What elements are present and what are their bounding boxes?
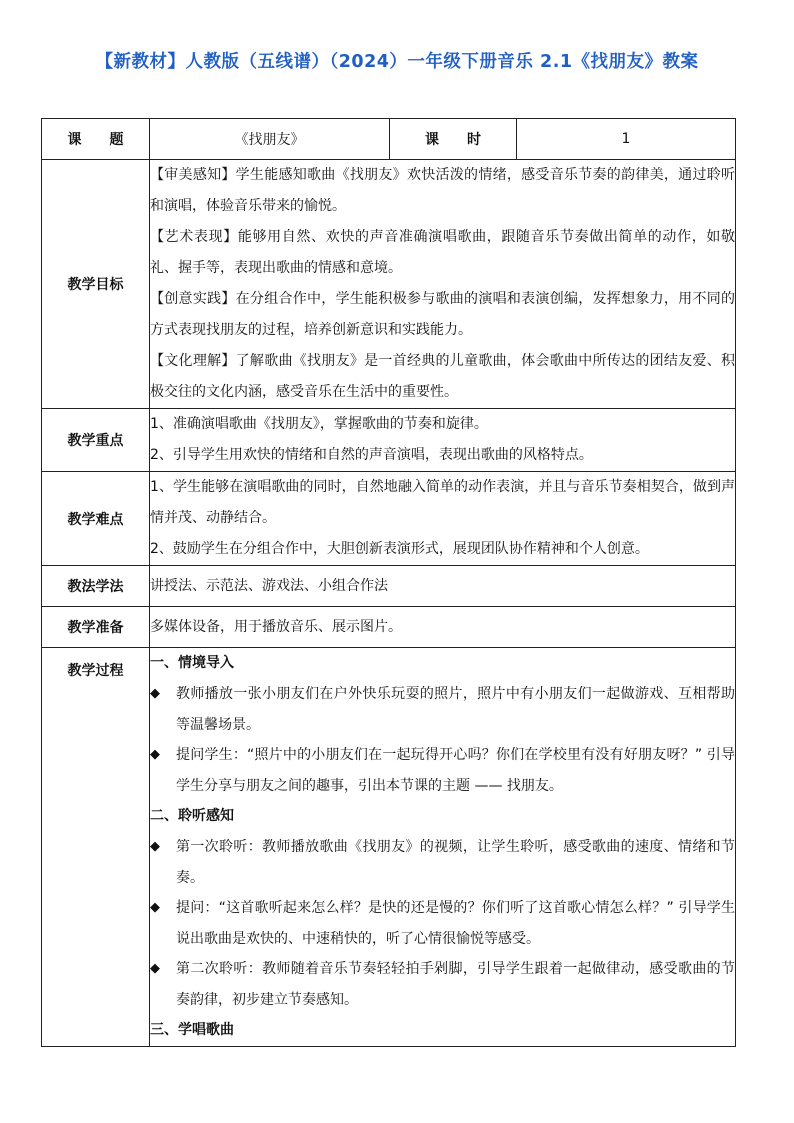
key-points-label: 教学重点 (42, 409, 150, 472)
section-heading-intro: 一、情境导入 (150, 655, 234, 671)
topic-value: 《找朋友》 (150, 119, 390, 160)
section-heading-listening: 二、聆听感知 (150, 808, 234, 824)
bullet-text: 第二次聆听：教师随着音乐节奏轻轻拍手剁脚，引导学生跟着一起做律动，感受歌曲的节奏韵律，初步建立节奏感知。 (176, 961, 735, 1008)
list-item (150, 832, 735, 893)
objective-cultural: 【文化理解】了解歌曲《找朋友》是一首经典的儿童歌曲，体会歌曲中所传达的团结友爱、积极交往的文化内涵，感受音乐在生活中的重要性。 (150, 353, 735, 400)
objectives-label: 教学目标 (42, 160, 150, 409)
key-point-item: 2、引导学生用欢快的情绪和自然的声音演唱，表现出歌曲的风格特点。 (150, 447, 593, 463)
topic-label: 课 题 (42, 119, 150, 160)
diamond-bullet-icon: ◆ (150, 747, 160, 762)
section-heading-singing: 三、学唱歌曲 (150, 1022, 234, 1038)
difficulty-item: 1、学生能够在演唱歌曲的同时，自然地融入简单的动作表演，并且与音乐节奏相契合，做到声情并茂、动静结合。 (150, 479, 735, 526)
bullet-text: 提问学生：“照片中的小朋友们在一起玩得开心吗？你们在学校里有没有好朋友呀？” 引导学生分享与朋友之间的趣事，引出本节课的主题 —— 找朋友。 (176, 747, 735, 794)
diamond-bullet-icon: ◆ (150, 839, 160, 854)
bullet-text: 提问：“这首歌听起来怎么样？是快的还是慢的？你们听了这首歌心情怎么样？” 引导学生说出歌曲是欢快的、中速稍快的，听了心情很愉悦等感受。 (176, 900, 735, 947)
process-content (150, 648, 736, 1047)
objectives-row (42, 160, 736, 409)
period-label: 课 时 (390, 119, 517, 160)
key-point-item: 1、准确演唱歌曲《找朋友》，掌握歌曲的节奏和旋律。 (150, 416, 488, 432)
preparation-row (42, 607, 736, 648)
diamond-bullet-icon: ◆ (150, 961, 160, 976)
preparation-value: 多媒体设备，用于播放音乐、展示图片。 (150, 607, 736, 648)
key-points-content (150, 409, 736, 472)
preparation-label: 教学准备 (42, 607, 150, 648)
methods-label: 教法学法 (42, 566, 150, 607)
process-row (42, 648, 736, 1047)
bullet-text: 教师播放一张小朋友们在户外快乐玩耍的照片，照片中有小朋友们一起做游戏、互相帮助等温馨场景。 (176, 686, 735, 733)
difficulties-label: 教学难点 (42, 472, 150, 566)
lesson-plan-table (41, 118, 736, 1047)
list-item (150, 740, 735, 801)
objective-aesthetic: 【审美感知】学生能感知歌曲《找朋友》欢快活泼的情绪，感受音乐节奏的韵律美，通过聆听和演唱，体验音乐带来的愉悦。 (150, 167, 735, 214)
objective-creative: 【创意实践】在分组合作中，学生能积极参与歌曲的演唱和表演创编，发挥想象力，用不同的方式表现找朋友的过程，培养创新意识和实践能力。 (150, 291, 735, 338)
diamond-bullet-icon: ◆ (150, 686, 160, 701)
difficulties-content (150, 472, 736, 566)
diamond-bullet-icon: ◆ (150, 900, 160, 915)
list-item (150, 954, 735, 1015)
methods-value: 讲授法、示范法、游戏法、小组合作法 (150, 566, 736, 607)
document-title: 【新教材】人教版（五线谱）（2024）一年级下册音乐 2.1《找朋友》教案 (95, 52, 699, 72)
header-row (42, 119, 736, 160)
period-value: 1 (517, 119, 736, 160)
difficulties-row (42, 472, 736, 566)
objective-artistic: 【艺术表现】能够用自然、欢快的声音准确演唱歌曲，跟随音乐节奏做出简单的动作，如敬礼、握手等，表现出歌曲的情感和意境。 (150, 229, 735, 276)
process-label: 教学过程 (42, 648, 150, 1047)
methods-row (42, 566, 736, 607)
bullet-text: 第一次聆听：教师播放歌曲《找朋友》的视频，让学生聆听，感受歌曲的速度、情绪和节奏。 (176, 839, 735, 886)
key-points-row (42, 409, 736, 472)
objectives-content (150, 160, 736, 409)
difficulty-item: 2、鼓励学生在分组合作中，大胆创新表演形式，展现团队协作精神和个人创意。 (150, 541, 649, 557)
list-item (150, 893, 735, 954)
list-item (150, 679, 735, 740)
